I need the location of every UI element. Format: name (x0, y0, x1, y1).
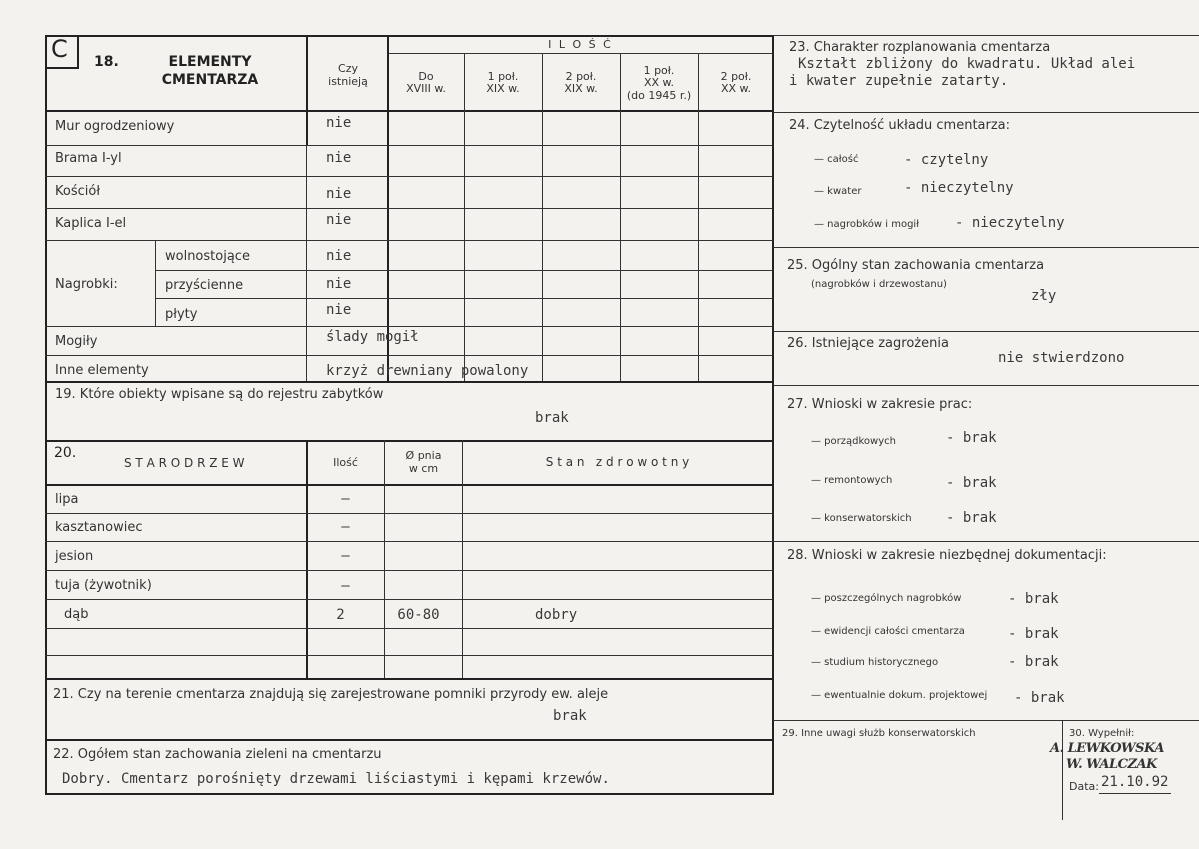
exists-header-line1: Czy (338, 62, 358, 75)
row-label-brama: Brama I-yl (55, 151, 122, 166)
s27-value-conservation: - brak (946, 510, 997, 526)
s20-row-rule-6 (45, 655, 773, 656)
row-value-inne: krzyż drewniany powalony (326, 363, 529, 379)
s21-value: brak (553, 708, 587, 724)
s20-col-divider-2 (384, 440, 385, 678)
s24-value-quarters: - nieczytelny (904, 180, 1014, 196)
row-value-mur: nie (326, 115, 352, 131)
tree-name: tuja (żywotnik) (55, 578, 152, 593)
row-label-kaplica: Kaplica I-el (55, 216, 127, 231)
s28-value-individual: - brak (1008, 591, 1059, 607)
s27-label-cleanup: — porządkowych (811, 436, 896, 447)
s27-value-cleanup: - brak (946, 430, 997, 446)
s20-row-rule-4 (45, 599, 773, 600)
s21-label: 21. Czy na terenie cmentarza znajdują się zarejestrowane pomniki przyrody ew. aleje (53, 687, 609, 702)
header-bottom-rule (45, 110, 773, 112)
row-value-przyscienne: nie (326, 276, 352, 292)
tree-quantity: – (341, 491, 350, 507)
col-q4-divider (698, 53, 699, 381)
s28-value-records: - brak (1008, 626, 1059, 642)
signature-line2: W. WALCZAK (1066, 757, 1157, 772)
s26-label: 26. Istniejące zagrożenia (787, 336, 949, 351)
s28-label: 28. Wnioski w zakresie niezbędnej dokumentacji: (787, 548, 1107, 563)
tree-trunk-diameter: 60-80 (397, 607, 440, 623)
period-col-5-line1: 2 poł. (720, 70, 752, 83)
s24-label-quarters: — kwater (814, 186, 862, 197)
period-col-2-line2: XIX w. (486, 82, 520, 95)
s27-label-conservation: — konserwatorskich (811, 513, 912, 524)
tree-quantity: 2 (336, 607, 345, 623)
row-label-nagrobki: Nagrobki: (55, 277, 118, 292)
row-label-kosciol: Kościół (55, 184, 101, 199)
s26-value: nie stwierdzono (998, 350, 1125, 366)
s25-bottom-rule (773, 331, 1199, 332)
s23-label: 23. Charakter rozplanowania cmentarza (789, 40, 1051, 55)
s25-label: 25. Ogólny stan zachowania cmentarza (787, 258, 1045, 273)
section20-bottom-rule (45, 678, 773, 680)
s19-value: brak (535, 410, 569, 426)
col-q3-divider (620, 53, 621, 381)
s25-value: zły (1031, 288, 1057, 304)
left-frame-bottom (45, 793, 774, 795)
s20-row-rule-3 (45, 570, 773, 571)
date-label: Data: (1069, 780, 1099, 793)
s20-col-trunk-line2: w cm (408, 462, 439, 475)
row-rule-5 (155, 270, 773, 271)
section18-bottom-rule (45, 381, 773, 383)
row-label-przyscienne: przyścienne (165, 278, 244, 293)
section-number: 18. (94, 54, 119, 70)
row-rule-3 (45, 208, 773, 209)
section19-bottom-rule (45, 440, 773, 442)
col-q2-divider (542, 53, 543, 381)
left-frame-right (772, 35, 774, 795)
col-label-divider (306, 35, 308, 145)
section21-bottom-rule (45, 739, 773, 741)
s28-value-history: - brak (1008, 654, 1059, 670)
row-value-kaplica: nie (326, 212, 352, 228)
period-col-3-line2: XIX w. (564, 82, 598, 95)
s20-col-trunk-line1: Ø pnia (405, 449, 442, 462)
s23-line1: Kształt zbliżony do kwadratu. Układ alei (798, 56, 1136, 72)
tree-quantity: – (341, 519, 350, 535)
row-label-mur: Mur ogrodzeniowy (55, 119, 175, 134)
s24-label-graves: — nagrobków i mogił (814, 219, 920, 230)
tree-name: lipa (55, 492, 79, 507)
s20-col-divider-3 (462, 440, 463, 678)
s20-number: 20. (54, 445, 77, 461)
date-underline (1099, 793, 1171, 794)
s19-label: 19. Które obiekty wpisane są do rejestru zabytków (55, 387, 384, 402)
s20-col-health: S t a n z d r o w o t n y (545, 455, 690, 469)
row-rule-8 (45, 355, 773, 356)
period-col-4-line1: 1 poł. (643, 64, 675, 77)
period-col-1-line1: Do (418, 70, 434, 83)
s24-bottom-rule (773, 247, 1199, 248)
s20-title: S T A R O D R Z E W (124, 456, 245, 470)
s27-label: 27. Wnioski w zakresie prac: (787, 397, 973, 412)
s20-row-rule-5 (45, 628, 773, 629)
nagrobki-divider (155, 240, 156, 326)
s27-value-repair: - brak (946, 475, 997, 491)
col-label-divider-b (306, 145, 307, 381)
s24-value-whole: - czytelny (904, 152, 989, 168)
col-q1-divider (464, 53, 465, 381)
row-value-wolnostojace: nie (326, 248, 352, 264)
row-rule-1 (45, 145, 773, 146)
s20-row-rule-2 (45, 541, 773, 542)
period-col-5-line2: XX w. (720, 82, 752, 95)
quantity-header: I L O Ś Ć (548, 38, 613, 51)
period-col-4-line3: (do 1945 r.) (626, 89, 692, 102)
s28-label-history: — studium historycznego (811, 657, 939, 668)
section-title-line1: ELEMENTY (168, 54, 252, 70)
s24-label-whole: — całość (814, 154, 859, 165)
row-rule-7 (45, 326, 773, 327)
tree-name: dąb (64, 607, 89, 622)
s20-row-rule-1 (45, 513, 773, 514)
section-letter: C (51, 35, 68, 63)
s28-value-project: - brak (1014, 690, 1065, 706)
s29-label: 29. Inne uwagi służb konserwatorskich (782, 728, 976, 739)
row-label-inne: Inne elementy (55, 363, 149, 378)
period-col-2-line1: 1 poł. (487, 70, 519, 83)
s29-s30-divider (1062, 720, 1063, 820)
s28-label-records: — ewidencji całości cmentarza (811, 626, 965, 637)
s20-header-rule (45, 484, 773, 486)
s30-label: 30. Wypełnił: (1069, 728, 1135, 739)
s23-line2: i kwater zupełnie zatarty. (789, 73, 1009, 89)
date-value: 21.10.92 (1101, 774, 1169, 790)
s26-bottom-rule (773, 385, 1199, 386)
s27-bottom-rule (773, 541, 1199, 542)
row-label-mogily: Mogiły (55, 334, 98, 349)
row-rule-2 (45, 176, 773, 177)
row-value-brama: nie (326, 150, 352, 166)
s28-label-project: — ewentualnie dokum. projektowej (811, 690, 988, 701)
tree-quantity: – (341, 578, 350, 594)
period-col-1-line2: XVIII w. (406, 82, 446, 95)
left-frame-top (45, 35, 773, 37)
s28-label-individual: — poszczególnych nagrobków (811, 593, 962, 604)
tree-name: kasztanowiec (55, 520, 143, 535)
tree-name: jesion (55, 549, 94, 564)
exists-header-line2: istnieją (328, 75, 368, 88)
s22-label: 22. Ogółem stan zachowania zieleni na cmentarzu (53, 747, 382, 762)
s25-sub: (nagrobków i drzewostanu) (811, 279, 947, 290)
s24-label: 24. Czytelność układu cmentarza: (789, 118, 1011, 133)
row-value-plyty: nie (326, 302, 352, 318)
s20-col-quantity: Ilość (333, 456, 358, 469)
row-rule-6 (155, 298, 773, 299)
s28-bottom-rule (773, 720, 1199, 721)
row-label-plyty: płyty (165, 307, 198, 322)
section-title-line2: CMENTARZA (161, 72, 259, 88)
row-label-wolnostojace: wolnostojące (165, 249, 250, 264)
signature-line1: A. LEWKOWSKA (1050, 741, 1164, 756)
quantity-header-rule (388, 53, 773, 54)
row-value-kosciol: nie (326, 186, 352, 202)
right-frame-top (773, 35, 1199, 36)
s22-value: Dobry. Cmentarz porośnięty drzewami liściastymi i kępami krzewów. (62, 771, 610, 787)
s27-label-repair: — remontowych (811, 475, 893, 486)
tree-health: dobry (535, 607, 578, 623)
s23-bottom-rule (773, 112, 1199, 113)
s24-value-graves: - nieczytelny (955, 215, 1065, 231)
period-col-3-line1: 2 poł. (565, 70, 597, 83)
tree-quantity: – (341, 548, 350, 564)
period-col-4-line2: XX w. (643, 76, 675, 89)
row-value-mogily: ślady mogił (326, 329, 419, 345)
